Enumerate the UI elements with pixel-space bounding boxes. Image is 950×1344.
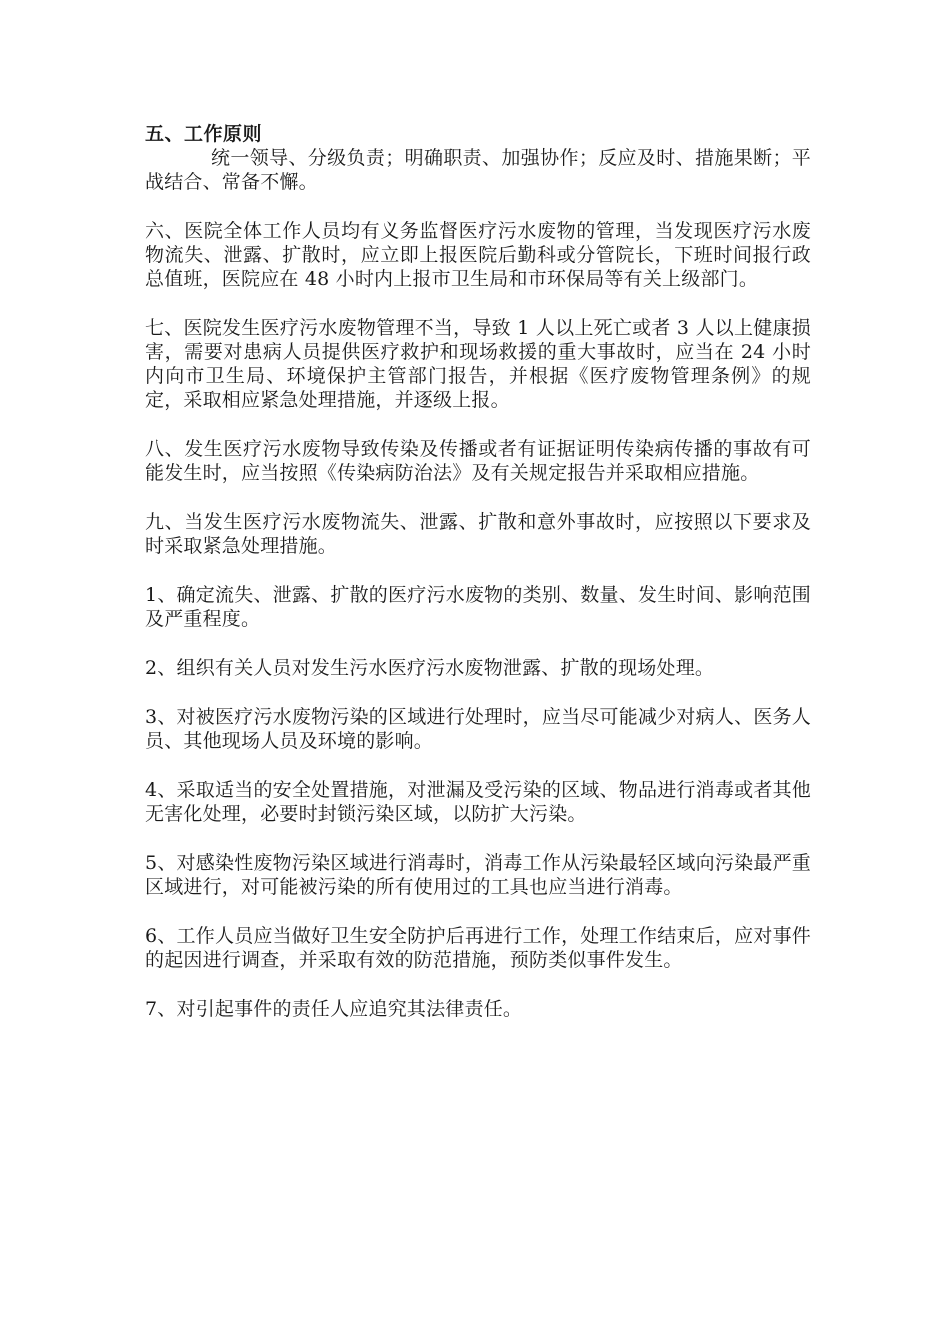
section-five-body: 统一领导、分级负责；明确职责、加强协作；反应及时、措施果断；平战结合、常备不懈。 — [145, 147, 811, 193]
paragraph-seven: 七、医院发生医疗污水废物管理不当，导致 1 人以上死亡或者 3 人以上健康损害，需要对患病人员提供医疗救护和现场救援的重大事故时，应当在 24 小时内向市卫生局、环境保护主管部门报告，并根据《医疗废物管理条例》的规定，采取相应紧急处理措施，并逐级上报。 — [145, 317, 811, 411]
document-page — [145, 122, 811, 1021]
section-five-heading: 五、工作原则 — [145, 123, 263, 145]
list-item-6: 6、工作人员应当做好卫生安全防护后再进行工作，处理工作结束后，应对事件的起因进行调查，并采取有效的防范措施，预防类似事件发生。 — [145, 925, 811, 971]
paragraph-eight: 八、发生医疗污水废物导致传染及传播或者有证据证明传染病传播的事故有可能发生时，应当按照《传染病防治法》及有关规定报告并采取相应措施。 — [145, 438, 811, 484]
list-item-7: 7、对引起事件的责任人应追究其法律责任。 — [145, 998, 523, 1020]
list-item-2: 2、组织有关人员对发生污水医疗污水废物泄露、扩散的现场处理。 — [145, 657, 715, 679]
list-item-5: 5、对感染性废物污染区域进行消毒时，消毒工作从污染最轻区域向污染最严重区域进行，对可能被污染的所有使用过的工具也应当进行消毒。 — [145, 852, 811, 898]
paragraph-nine: 九、当发生医疗污水废物流失、泄露、扩散和意外事故时，应按照以下要求及时采取紧急处理措施。 — [145, 511, 811, 557]
list-item-4: 4、采取适当的安全处置措施，对泄漏及受污染的区域、物品进行消毒或者其他无害化处理，必要时封锁污染区域，以防扩大污染。 — [145, 779, 811, 825]
list-item-3: 3、对被医疗污水废物污染的区域进行处理时，应当尽可能减少对病人、医务人员、其他现场人员及环境的影响。 — [145, 706, 811, 752]
paragraph-six: 六、医院全体工作人员均有义务监督医疗污水废物的管理，当发现医疗污水废物流失、泄露、扩散时，应立即上报医院后勤科或分管院长，下班时间报行政总值班，医院应在 48 小时内上报市卫生局和市环保局等有关上级部门。 — [145, 220, 811, 290]
list-item-1: 1、确定流失、泄露、扩散的医疗污水废物的类别、数量、发生时间、影响范围及严重程度。 — [145, 584, 811, 630]
